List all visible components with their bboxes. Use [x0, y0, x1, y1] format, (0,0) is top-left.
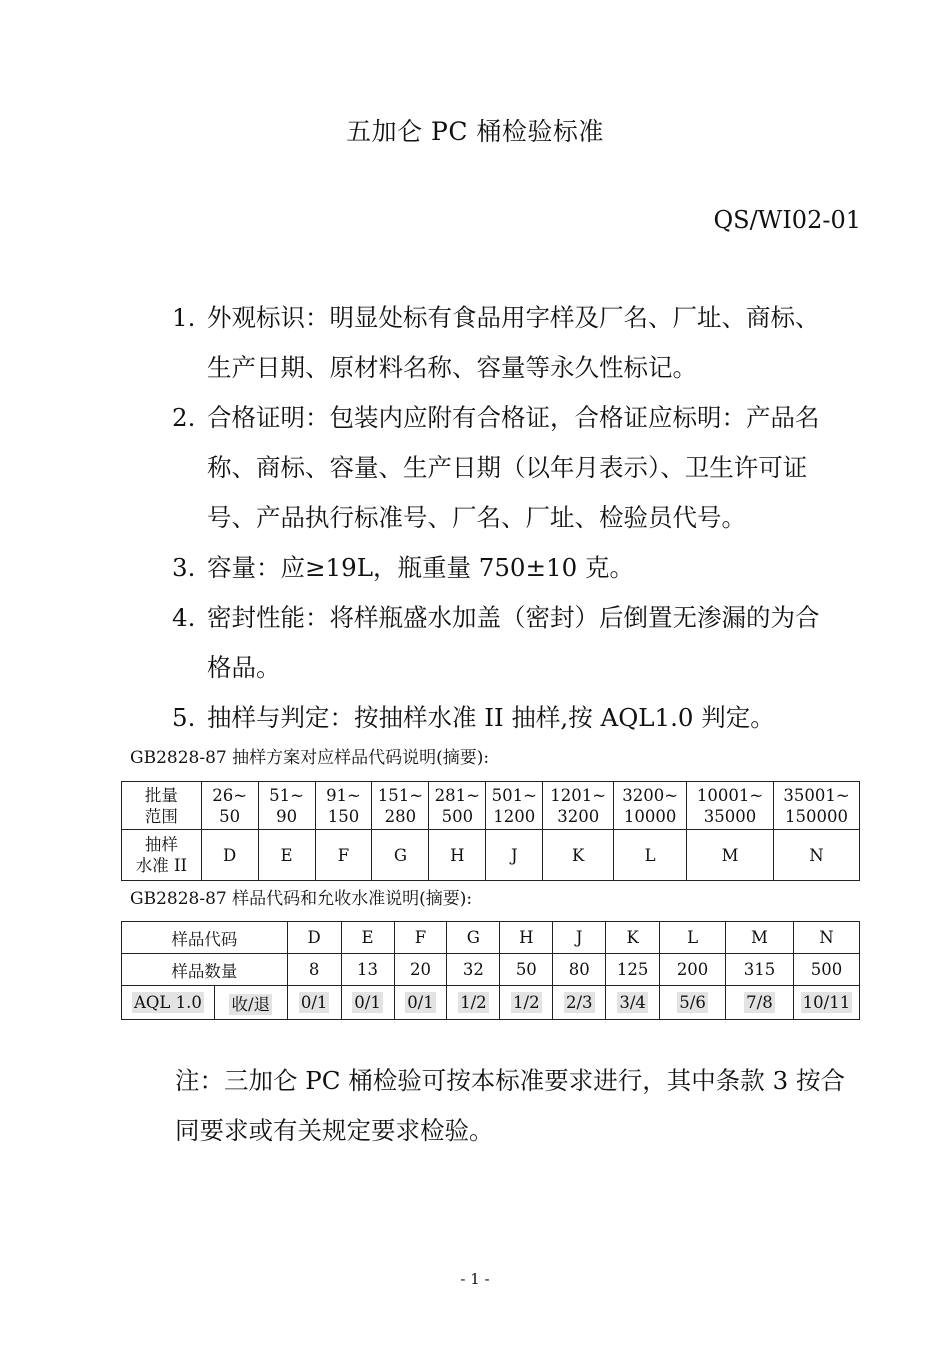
code-cell: E — [258, 830, 315, 881]
table-row — [122, 830, 860, 881]
note-line: 注：三加仑 PC 桶检验可按本标准要求进行，其中条款 3 按合 — [175, 1066, 845, 1095]
code-cell: D — [287, 922, 341, 954]
item-line: 号、产品执行标准号、厂名、厂址、检验员代号。 — [207, 503, 746, 532]
acceptance-table — [121, 921, 860, 1020]
code-cell: L — [614, 830, 687, 881]
accept-reject-cell: 1/2 — [447, 986, 500, 1020]
accept-label-cell: 收/退 — [214, 986, 287, 1020]
quantity-cell: 80 — [553, 954, 606, 986]
list-item — [172, 693, 862, 743]
note-paragraph — [175, 1056, 865, 1156]
range-cell: 51~ 90 — [258, 782, 315, 830]
range-cell: 91~ 150 — [315, 782, 372, 830]
accept-reject-cell: 5/6 — [660, 986, 726, 1020]
item-line: 密封性能：将样瓶盛水加盖（密封）后倒置无渗漏的为合 — [207, 603, 820, 632]
accept-reject-cell: 1/2 — [500, 986, 553, 1020]
table-row — [122, 922, 860, 954]
quantity-cell: 200 — [660, 954, 726, 986]
document-number: QS/WI02-01 — [713, 206, 861, 234]
code-cell: N — [774, 830, 860, 881]
code-cell: H — [500, 922, 553, 954]
quantity-cell: 50 — [500, 954, 553, 986]
item-line: 抽样与判定：按抽样水准 II 抽样,按 AQL1.0 判定。 — [207, 703, 775, 732]
accept-reject-cell: 7/8 — [726, 986, 794, 1020]
sampling-plan-table — [121, 781, 860, 881]
code-cell: G — [372, 830, 429, 881]
accept-reject-cell: 0/1 — [394, 986, 447, 1020]
quantity-cell: 8 — [287, 954, 341, 986]
item-number: 2. — [172, 403, 196, 432]
note-line: 同要求或有关规定要求检验。 — [175, 1116, 494, 1145]
item-line: 容量：应≥19L，瓶重量 750±10 克。 — [207, 553, 635, 582]
row-header: 批量 范围 — [122, 782, 202, 830]
row-header: 样品数量 — [122, 954, 288, 986]
list-item — [172, 393, 862, 543]
quantity-cell: 500 — [793, 954, 859, 986]
quantity-cell: 32 — [447, 954, 500, 986]
code-cell: F — [315, 830, 372, 881]
code-cell: J — [486, 830, 543, 881]
range-cell: 35001~ 150000 — [774, 782, 860, 830]
item-line: 合格证明：包装内应附有合格证，合格证应标明：产品名 — [207, 403, 820, 432]
row-header: 样品代码 — [122, 922, 288, 954]
range-cell: 501~ 1200 — [486, 782, 543, 830]
item-number: 3. — [172, 553, 196, 582]
table1-caption: GB2828-87 抽样方案对应样品代码说明(摘要): — [130, 748, 490, 768]
item-number: 1. — [172, 303, 196, 332]
code-cell: E — [341, 922, 394, 954]
code-cell: K — [606, 922, 660, 954]
page-number: - 1 - — [460, 1270, 490, 1288]
item-line: 称、商标、容量、生产日期（以年月表示）、卫生许可证 — [207, 453, 808, 482]
item-line: 外观标识：明显处标有食品用字样及厂名、厂址、商标、 — [207, 303, 820, 332]
table-row — [122, 954, 860, 986]
requirement-list — [172, 293, 862, 743]
code-cell: H — [429, 830, 486, 881]
table2-caption: GB2828-87 样品代码和允收水准说明(摘要): — [130, 889, 473, 909]
code-cell: D — [201, 830, 258, 881]
table-row — [122, 782, 860, 830]
code-cell: M — [726, 922, 794, 954]
item-number: 5. — [172, 703, 196, 732]
quantity-cell: 125 — [606, 954, 660, 986]
item-line: 格品。 — [207, 653, 281, 682]
accept-reject-cell: 0/1 — [341, 986, 394, 1020]
quantity-cell: 13 — [341, 954, 394, 986]
item-line: 生产日期、原材料名称、容量等永久性标记。 — [207, 353, 697, 382]
range-cell: 1201~ 3200 — [543, 782, 614, 830]
range-cell: 26~ 50 — [201, 782, 258, 830]
range-cell: 151~ 280 — [372, 782, 429, 830]
code-cell: J — [553, 922, 606, 954]
row-header: 抽样 水准 II — [122, 830, 202, 881]
quantity-cell: 315 — [726, 954, 794, 986]
document-title: 五加仑 PC 桶检验标准 — [346, 117, 604, 146]
item-number: 4. — [172, 603, 196, 632]
accept-reject-cell: 3/4 — [606, 986, 660, 1020]
accept-reject-cell: 2/3 — [553, 986, 606, 1020]
code-cell: K — [543, 830, 614, 881]
range-cell: 10001~ 35000 — [687, 782, 774, 830]
range-cell: 3200~ 10000 — [614, 782, 687, 830]
quantity-cell: 20 — [394, 954, 447, 986]
list-item — [172, 293, 862, 393]
code-cell: F — [394, 922, 447, 954]
accept-reject-cell: 0/1 — [287, 986, 341, 1020]
list-item — [172, 543, 862, 593]
code-cell: G — [447, 922, 500, 954]
code-cell: N — [793, 922, 859, 954]
list-item — [172, 593, 862, 693]
code-cell: M — [687, 830, 774, 881]
range-cell: 281~ 500 — [429, 782, 486, 830]
aql-label-cell: AQL 1.0 — [122, 986, 215, 1020]
accept-reject-cell: 10/11 — [793, 986, 859, 1020]
table-row — [122, 986, 860, 1020]
code-cell: L — [660, 922, 726, 954]
